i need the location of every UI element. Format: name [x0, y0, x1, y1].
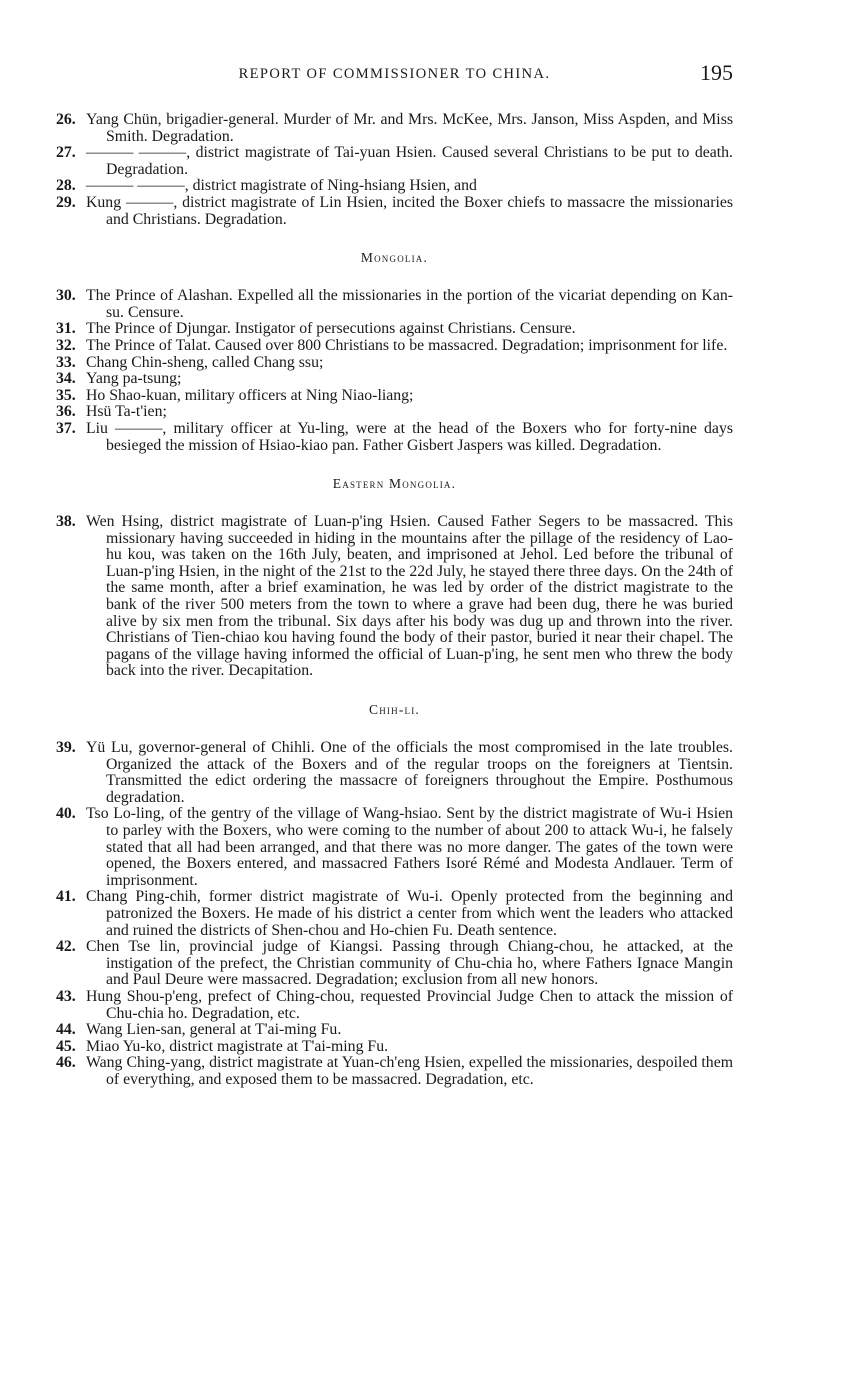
entry-text: ——— ———, district magistrate of Ning-hsiang Hsien, and: [86, 177, 477, 195]
entry-text: Tso Lo-ling, of the gentry of the village of Wang-hsiao. Sent by the district magistrate of Wu-i Hsien to parley with the Boxers, who were coming to the number of about 200 to attack Wu-i, he falsely stated that all had been arranged, and that there was no more danger. The gates of the town were opened, the Boxers entered, and massacred Fathers Isoré Rémé and Modesta Andlauer. Term of imprisonment.: [86, 805, 733, 889]
entry-text: Hsü Ta-t'ien;: [86, 403, 167, 421]
list-entry: [56, 195, 733, 228]
list-entry: [56, 355, 733, 372]
list-entry: [56, 1022, 733, 1039]
entry-number: 31.: [56, 320, 76, 338]
page-header: [56, 58, 733, 88]
entry-number: 30.: [56, 287, 76, 305]
entry-number: 42.: [56, 938, 76, 956]
list-entry: [56, 145, 733, 178]
running-title: REPORT OF COMMISSIONER TO CHINA.: [238, 66, 551, 82]
list-entry: [56, 939, 733, 989]
list-entry: [56, 806, 733, 889]
entry-text: Kung ———, district magistrate of Lin Hsien, incited the Boxer chiefs to massacre the missionaries and Christians. Degradation.: [86, 193, 733, 228]
entry-text: Yü Lu, governor-general of Chihli. One of the officials the most compromised in the late troubles. Organized the attack of the Boxers and of the regular troops on the foreigners at Tientsin. Transmitted the edict ordering the massacre of foreigners throughout the Empire. Posthumous degradation.: [86, 739, 733, 806]
entry-text: Yang Chün, brigadier-general. Murder of Mr. and Mrs. McKee, Mrs. Janson, Miss Aspden, and Miss Smith. Degradation.: [86, 111, 733, 145]
entry-list-eastern-mongolia: [56, 514, 733, 680]
list-entry: [56, 740, 733, 806]
entry-number: 33.: [56, 353, 76, 371]
entry-number: 32.: [56, 336, 76, 354]
entry-number: 36.: [56, 403, 76, 421]
entry-number: 29.: [56, 193, 76, 211]
entry-text: Yang pa-tsung;: [86, 370, 182, 388]
entry-number: 35.: [56, 386, 76, 404]
entry-number: 43.: [56, 987, 76, 1005]
entry-text: Chang Chin-sheng, called Chang ssu;: [86, 353, 324, 371]
entry-list-mongolia: [56, 288, 733, 454]
entry-list-shansi: [56, 112, 733, 228]
section-heading-chihli: Chih-li.: [369, 702, 420, 718]
list-entry: [56, 889, 733, 939]
section-heading-mongolia: Mongolia.: [360, 250, 429, 266]
entry-number: 46.: [56, 1054, 76, 1072]
list-entry: [56, 321, 733, 338]
page-number: 195: [700, 60, 733, 85]
list-entry: [56, 288, 733, 321]
section-heading-eastern-mongolia: Eastern Mongolia.: [332, 476, 457, 492]
entry-text: The Prince of Talat. Caused over 800 Christians to be massacred. Degradation; imprisonment for life.: [86, 336, 728, 354]
entry-text: The Prince of Alashan. Expelled all the missionaries in the portion of the vicariat depending on Kan-su. Censure.: [86, 287, 733, 321]
list-entry: [56, 388, 733, 405]
entry-number: 38.: [56, 513, 76, 531]
entry-number: 28.: [56, 177, 76, 195]
entry-number: 44.: [56, 1021, 76, 1039]
list-entry: [56, 421, 733, 454]
document-page: [56, 58, 733, 1089]
list-entry: [56, 514, 733, 680]
entry-number: 27.: [56, 144, 76, 162]
entry-number: 39.: [56, 739, 76, 757]
entry-text: Wang Lien-san, general at T'ai-ming Fu.: [86, 1021, 342, 1039]
list-entry: [56, 404, 733, 421]
list-entry: [56, 371, 733, 388]
list-entry: [56, 989, 733, 1022]
entry-text: Miao Yu-ko, district magistrate at T'ai-ming Fu.: [86, 1037, 389, 1055]
entry-text: Wang Ching-yang, district magistrate at Yuan-ch'eng Hsien, expelled the missionaries, despoiled them of everything, and exposed them to be massacred. Degradation, etc.: [86, 1054, 733, 1088]
entry-list-chihli: [56, 740, 733, 1088]
list-entry: [56, 338, 733, 355]
entry-text: Chen Tse lin, provincial judge of Kiangsi. Passing through Chiang-chou, he attacked, at the instigation of the prefect, the Christian community of Chu-chia ho, where Fathers Ignace Mangin and Paul Deure were massacred. Degradation; exclusion from all new honors.: [86, 938, 733, 989]
list-entry: [56, 112, 733, 145]
list-entry: [56, 1039, 733, 1056]
list-entry: [56, 178, 733, 195]
entry-text: Wen Hsing, district magistrate of Luan-p'ing Hsien. Caused Father Segers to be massacred. This missionary having succeeded in hiding in the mountains after the pillage of the residency of Lao-hu kou, was taken on the 16th July, beaten, and imprisoned at Jehol. Led before the tribunal of Luan-p'ing Hsien, in the night of the 21st to the 22d July, he stayed there three days. On the 24th of the same month, after a brief examination, he was led by order of the district magistrate to the bank of the river 500 meters from the town to where a grave had been dug, there he was buried alive by six men from the tribunal. Six days after his body was dug up and thrown into the river. Christians of Tien-chiao kou having found the body of their pastor, buried it near their chapel. The pagans of the village having informed the official of Luan-p'ing, he sent men who threw the body back into the river. Decapitation.: [86, 513, 733, 680]
entry-text: ——— ———, district magistrate of Tai-yuan Hsien. Caused several Christians to be put to death. Degradation.: [86, 144, 733, 178]
entry-number: 37.: [56, 419, 76, 437]
entry-number: 26.: [56, 111, 76, 128]
entry-number: 41.: [56, 888, 76, 906]
entry-text: The Prince of Djungar. Instigator of persecutions against Christians. Censure.: [86, 320, 576, 338]
entry-text: Ho Shao-kuan, military officers at Ning Niao-liang;: [86, 386, 414, 404]
entry-number: 45.: [56, 1037, 76, 1055]
entry-text: Hung Shou-p'eng, prefect of Ching-chou, requested Provincial Judge Chen to attack the mission of Chu-chia ho. Degradation, etc.: [86, 987, 733, 1022]
entry-text: Chang Ping-chih, former district magistrate of Wu-i. Openly protected from the beginning and patronized the Boxers. He made of his district a center from which went the leaders who attacked and ruined the districts of Shen-chou and Ho-chien Fu. Death sentence.: [86, 888, 733, 939]
entry-text: Liu ———, military officer at Yu-ling, were at the head of the Boxers who for forty-nine days besieged the mission of Hsiao-kiao pan. Father Gisbert Jaspers was killed. Degradation.: [86, 419, 733, 454]
entry-number: 40.: [56, 805, 76, 823]
entry-number: 34.: [56, 370, 76, 388]
list-entry: [56, 1055, 733, 1088]
